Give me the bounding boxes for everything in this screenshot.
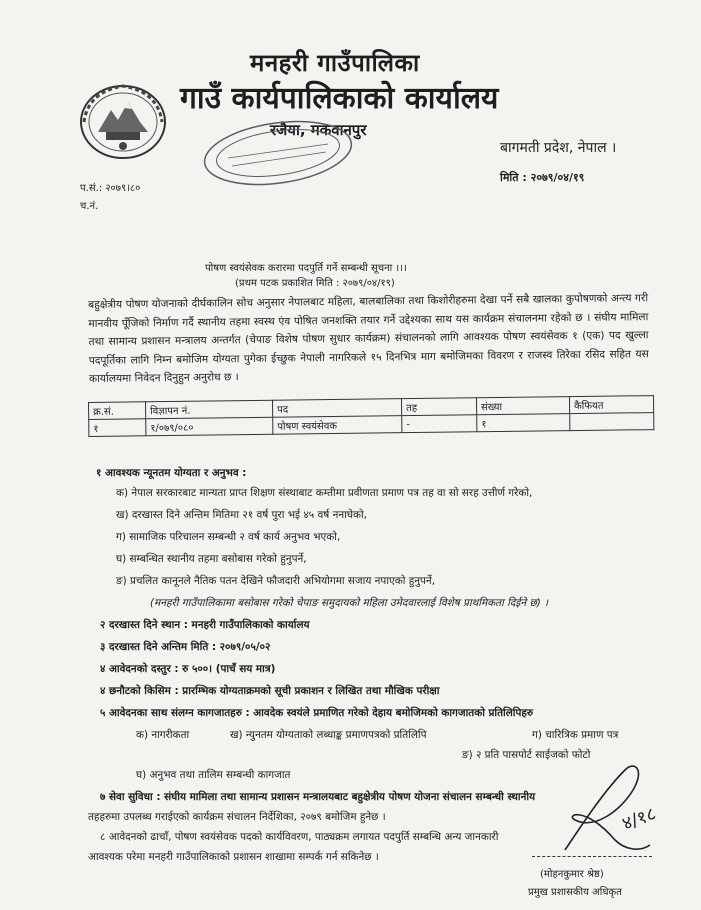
office-address: रजैया, मकवानपुर	[270, 121, 367, 139]
cell-remarks	[570, 413, 654, 431]
cell-ad-no: १/०७९/०८०	[146, 417, 273, 436]
col-serial: क्र.सं.	[89, 402, 146, 420]
col-post: पद	[272, 399, 401, 418]
notice-paragraph: बहुक्षेत्रीय पोषण योजनाको दीर्घकालिन सोच अनुसार नेपालबाट महिला, बालबालिका तथा किशोरीहरुमा देखा पर्ने सबै खालका कुपोषणको अन्त्य गरी मानवीय पूँजिको निर्माण गर्दै स्थानीय तहमा स्वस्थ एंव पोषित जनशक्ति तयार गर्ने उद्देश्यका साथ यस कार्यक्रम संचालनमा रहेको छ । संघीय मामिला तथा सामान्य प्रशासन मन्त्रालय अन्तर्गत (चेपाङ विशेष पोषण सुधार कार्यक्रम) संचालनको लागि आवश्यक पोषण स्वयंसेवक १ (एक) पद खुल्ला पदपूर्तिका लागि निम्न बमोजिम योग्यता पुगेका ईच्छुक नेपाली नागरिकले १५ दिनभित्र माग बमोजिमका विवरण र राजस्व तिरेका रसिद सहित यस कार्यालयमा निवेदन दिनुहुन अनुरोध छ ।	[88, 292, 649, 386]
more-info-continued: आवश्यक परेमा मनहरी गाउँपालिकाको प्रशासन शाखामा सम्पर्क गर्न सकिनेछ ।	[88, 851, 379, 863]
col-remarks: कैफियत	[569, 396, 653, 414]
qualification-ka: क) नेपाल सरकारबाट मान्यता प्राप्त शिक्षण संस्थाबाट कम्तीमा प्रवीणता प्रमाण पत्र तह वा सो सरह उत्तीर्ण गरेको,	[116, 487, 533, 499]
qualification-gha: घ) सम्बन्धित स्थानीय तहमा बसोबास गरेको हुनुपर्ने,	[116, 553, 307, 565]
cell-post: पोषण स्वयंसेवक	[273, 416, 402, 435]
document-nga: ङ) २ प्रति पासपोर्ट साईजको फोटो	[462, 749, 591, 761]
cell-level: -	[402, 415, 477, 433]
signature-icon	[555, 760, 675, 860]
document-gha: घ) अनुभव तथा तालिम सम्बन्धी कागजात	[136, 769, 291, 781]
priority-note: (मनहरी गाउँपालिकामा बसोबास गरेको चेपाङ समुदायको महिला उमेदवारलाई विशेष प्राथमिकता दिईने छ) ।	[150, 597, 549, 609]
municipality-name: मनहरी गाउँपालिका	[250, 49, 420, 77]
section-deadline: ३ दरखास्त दिने अन्तिम मिति : २०७९/०५/०२	[100, 641, 271, 653]
facility-continued: तहहरुमा उपलब्ध गराईएको कार्यक्रम संचालन निर्देशिका, २०७९ बमोजिम हुनेछ ।	[88, 811, 386, 823]
signature-date: ४/१८	[619, 803, 659, 835]
col-count: संख्या	[476, 397, 569, 415]
section-more-info: ८ आवेदनको ढाचाँ, पोषण स्वयंसेवक पदको कार्यविवरण, पाठ्यक्रम लगायत पदपुर्ति सम्बन्धि अन्य जानकारी	[100, 831, 499, 843]
section-application-place: २ दरखास्त दिने स्थान : मनहरी गाउँपालिकाको कार्यालय	[100, 619, 310, 631]
nepal-emblem-icon	[78, 82, 168, 160]
document-ga: ग) चारित्रिक प्रमाण पत्र	[532, 729, 619, 741]
qualification-ga: ग) सामाजिक परिचालन सम्बन्धी २ वर्ष कार्य अनुभव भएको,	[116, 531, 341, 543]
section-qualification: १ आवश्यक न्यूनतम योग्यता र अनुभव :	[96, 467, 247, 479]
col-ad-no: विज्ञापन नं.	[146, 400, 273, 419]
section-documents: ५ आवेदनका साथ संलग्न कागजातहरु : आवदेक स्वयंले प्रमाणित गरेको देहाय बमोजिमको कागजातको प्रतिलिपिहरु	[100, 707, 534, 719]
signatory-name: (मोहनकुमार श्रेष्ठ)	[540, 869, 604, 880]
qualification-nga: ङ) प्रचलित कानूनले नैतिक पतन देखिने फौजदारी अभियोगमा सजाय नपाएको हुनुपर्ने,	[116, 575, 435, 587]
cell-serial: १	[89, 419, 146, 437]
office-name: गाउँ कार्यपालिकाको कार्यालय	[180, 81, 499, 116]
section-fee: ४ आवेदनको दस्तुर : रु ५००। (पाचँ सय मात्र)	[100, 663, 276, 675]
document-kha: ख) न्युनतम योग्यताको लब्धाङ्क प्रमाणपत्रको प्रतिलिपि	[230, 729, 427, 741]
section-facility: ७ सेवा सुविधा : संघीय मामिला तथा सामान्य प्रशासन मन्त्रालयबाट बहुक्षेत्रीय पोषण योजना संचालन सम्बन्धी स्थानीय	[100, 791, 536, 803]
signatory-designation: प्रमुख प्रशासकीय अधिकृत	[528, 887, 622, 898]
reference-number: प.सं.: २०७९।८०	[80, 183, 141, 194]
document-ka: क) नागरीकता	[136, 729, 190, 741]
office-stamp-icon	[198, 118, 358, 188]
letter-date: मिति : २०७९/०४/१९	[500, 171, 585, 184]
cell-count: १	[477, 414, 570, 432]
notice-subject: पोषण स्वयंसेवक करारमा पदपुर्ति गर्ने सम्बन्धी सूचना ।।।	[205, 263, 407, 274]
province-line: बागमती प्रदेश, नेपाल ।	[500, 140, 617, 156]
signature-line	[532, 856, 652, 857]
col-level: तह	[401, 398, 476, 416]
dispatch-number: च.नं.	[80, 201, 99, 212]
qualification-kha: ख) दरखास्त दिने अन्तिम मितिमा २१ वर्ष पुरा भई ४५ वर्ष ननाघेको,	[116, 509, 367, 521]
vacancy-table	[88, 395, 654, 437]
section-selection: ४ छनौटको किसिम : प्रारम्भिक योग्यताक्रमको सूची प्रकाशन र लिखित तथा मौखिक परीक्षा	[100, 685, 440, 697]
published-date: (प्रथम पटक प्रकाशित मिति : २०७९/०४/१९)	[235, 278, 395, 289]
